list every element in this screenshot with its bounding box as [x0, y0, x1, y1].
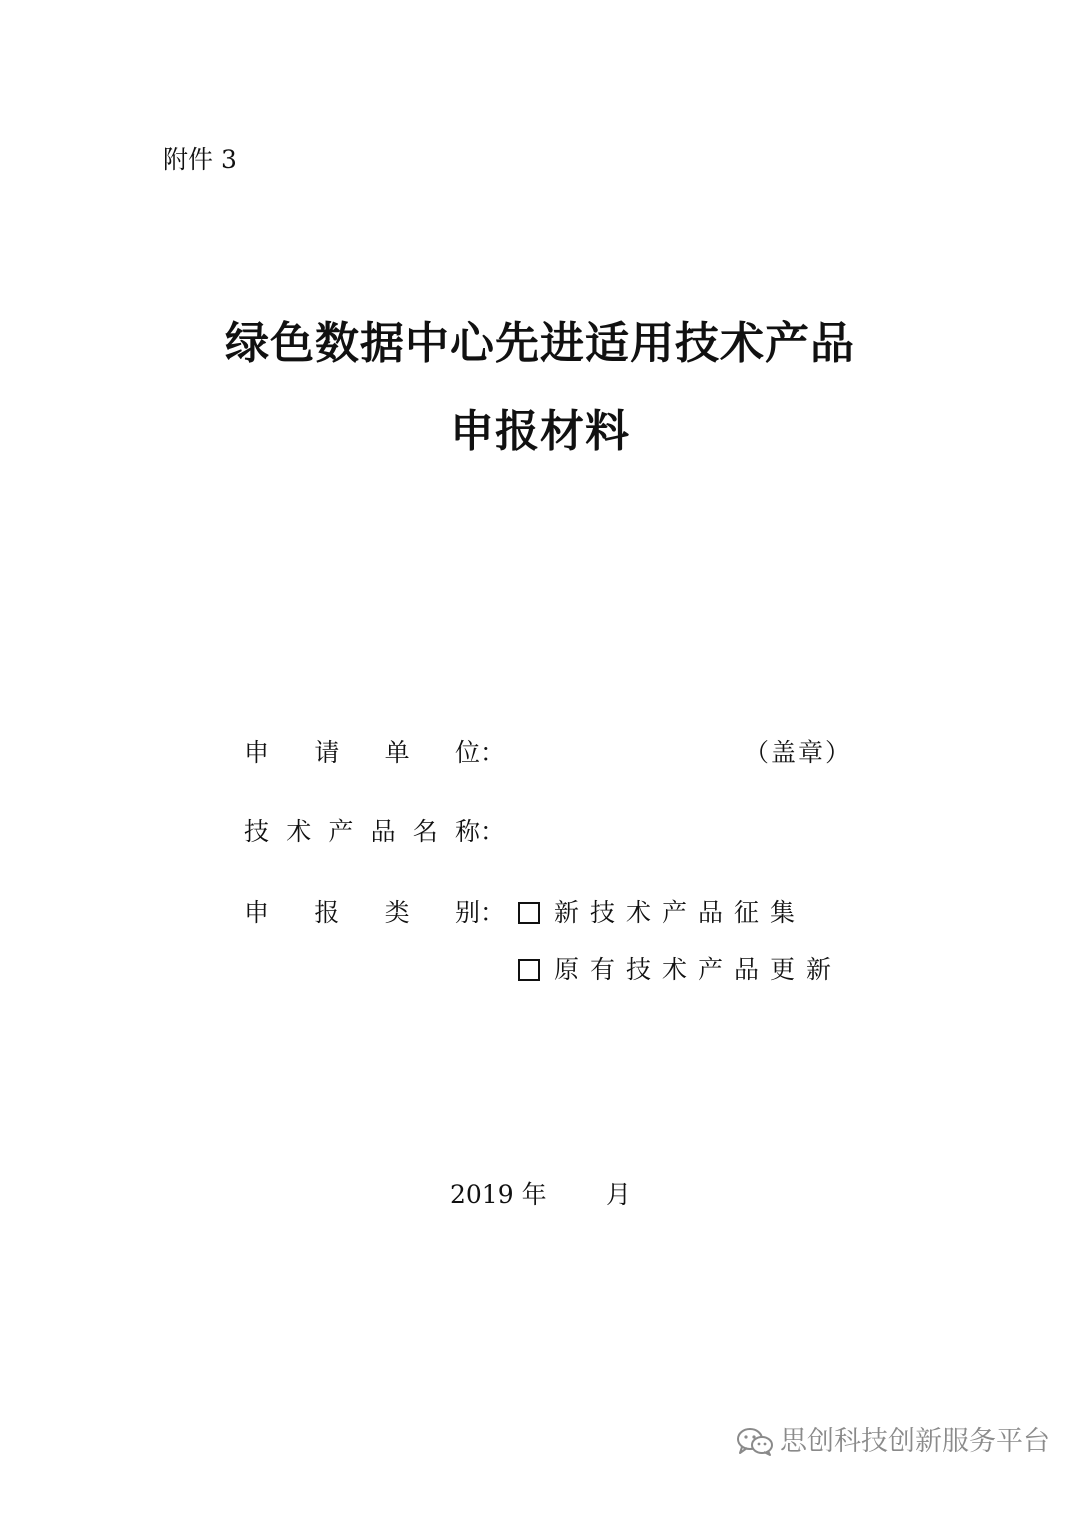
applicant-field — [244, 736, 505, 770]
checkbox-update-product[interactable] — [518, 959, 540, 981]
product-name-label: 技术产品名称 — [244, 817, 480, 846]
document-title: 绿色数据中心先进适用技术产品 — [225, 318, 855, 369]
document-subtitle: 申报材料 — [450, 406, 630, 457]
category-option-new[interactable] — [518, 896, 806, 930]
applicant-label: 申请单位 — [244, 738, 480, 767]
date-month: 月 — [606, 1180, 632, 1209]
category-colon: ： — [480, 898, 506, 927]
wechat-icon — [736, 1427, 774, 1457]
watermark-text: 思创科技创新服务平台 — [780, 1426, 1050, 1457]
watermark — [736, 1424, 1050, 1460]
attachment-label: 附件 3 — [163, 145, 237, 174]
option-label-new: 新技术产品征集 — [554, 898, 807, 927]
product-name-colon: ： — [480, 817, 506, 846]
option-label-update: 原有技术产品更新 — [554, 955, 843, 984]
applicant-colon: ： — [480, 738, 506, 767]
date-year: 2019 年 — [450, 1180, 547, 1209]
seal-note: （盖章） — [744, 738, 853, 767]
category-field — [244, 896, 505, 930]
category-option-update[interactable] — [518, 953, 842, 987]
product-name-field — [244, 815, 505, 849]
checkbox-new-product[interactable] — [518, 902, 540, 924]
category-label: 申报类别 — [244, 898, 480, 927]
